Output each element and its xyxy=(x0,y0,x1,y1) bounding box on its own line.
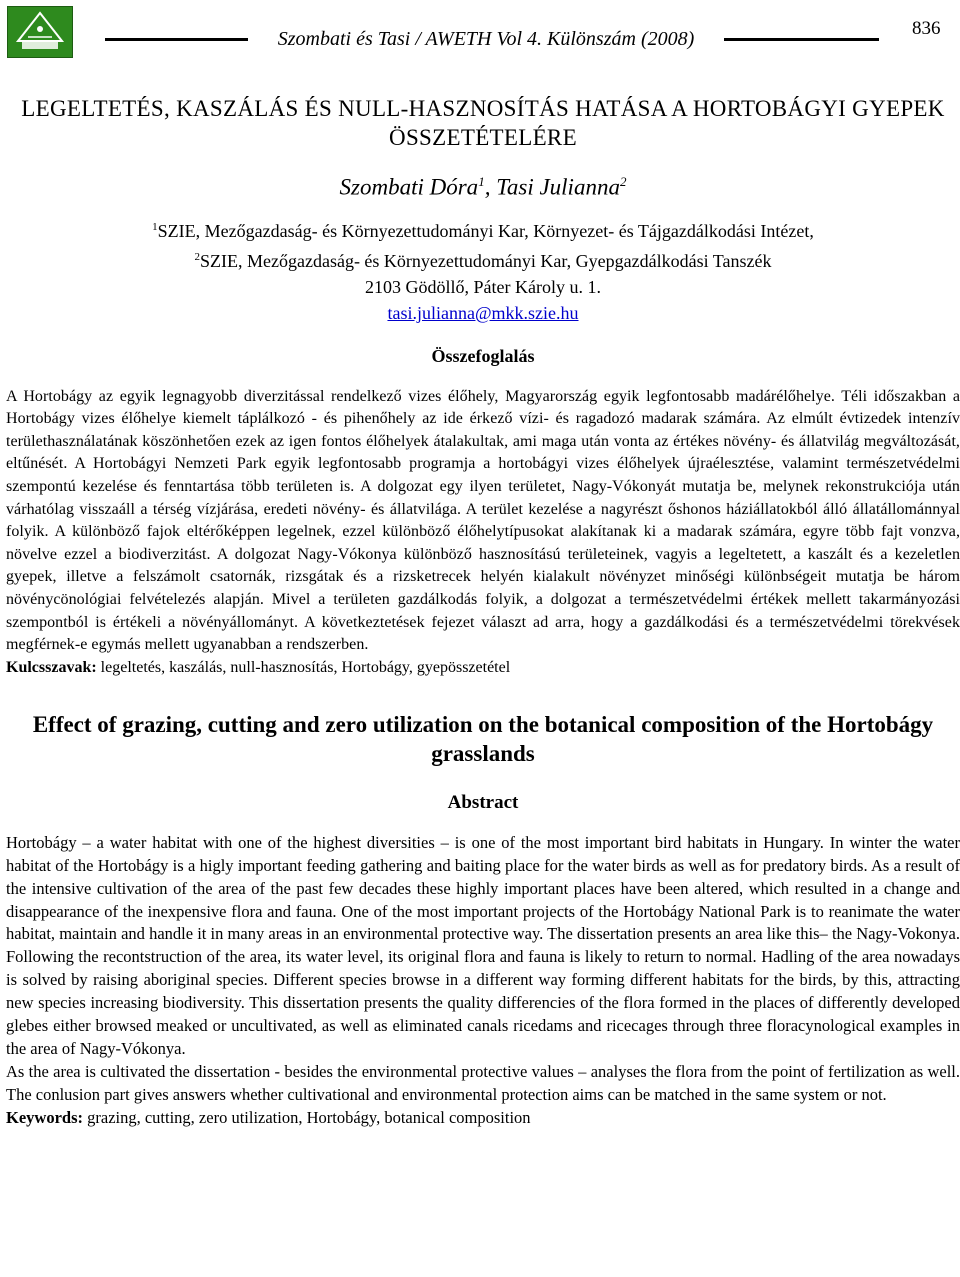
keywords-hungarian xyxy=(6,657,960,679)
author-separator: , xyxy=(484,174,497,200)
abstract-paragraph-1: Hortobágy – a water habitat with one of the highest diversities – is one of the most important bird habitats in Hungary. In winter the water habitat of the Hortobágy is a higly important feeding gathering and baiting place for the water birds as well as for predatory birds. As a result of the intensive cultivation of the area of the past few decades these highly important places have been altered, which resulted in a change and disappearance of the inexpensive flora and fauna. One of the most important projects of the Hortobágy National Park is to reanimate the water habitat, maintain and handle it in many areas in an environmental protective way. The dissertation presents an area like this– the Nagy-Vokonya. Following the recontstruction of the area, its water level, its original flora and fauna is likely to return to normal. Hadling of the area nowadays is solved by raising aboriginal species. Different species browse in a different way forming different habitats for the birds, by this, attracting new species increasing biodiversity. This dissertation presents the quality differencies of the flora formed in the places of differently developed glebes either browsed meaked or uncultivated, as well as eliminated canals ricedams and ricecages through three floracynological examples in the area of Nagy-Vókonya. xyxy=(6,832,960,1058)
page-header xyxy=(0,0,960,64)
title-hungarian: LEGELTETÉS, KASZÁLÁS ÉS NULL-HASZNOSÍTÁS HATÁSA A HORTOBÁGYI GYEPEK ÖSSZETÉTELÉRE xyxy=(21,96,945,150)
title-english: Effect of grazing, cutting and zero utilization on the botanical composition of the Hortobágy grasslands xyxy=(32,711,934,766)
affiliation-2 xyxy=(6,244,960,274)
author-list xyxy=(6,174,960,201)
affil-marker: 1 xyxy=(152,220,158,233)
article-body xyxy=(6,94,960,1130)
header-rule-left xyxy=(105,38,248,41)
affiliations xyxy=(6,214,960,326)
aweth-logo-icon xyxy=(7,6,73,58)
affil-text: SZIE, Mezőgazdaság- és Környezettudományi Kar, Környezet- és Tájgazdálkodási Intézet, xyxy=(157,220,814,241)
affil-marker: 2 xyxy=(194,250,200,263)
author-name: Szombati Dóra xyxy=(339,174,479,200)
journal-citation: Szombati és Tasi / AWETH Vol 4. Különszám (2008) xyxy=(277,28,695,50)
author-affil-marker: 1 xyxy=(478,174,485,189)
postal-address: 2103 Gödöllő, Páter Károly u. 1. xyxy=(365,276,601,297)
author-name: Tasi Julianna xyxy=(496,174,620,200)
header-rule-right xyxy=(724,38,879,41)
keywords-list: legeltetés, kaszálás, null-hasznosítás, Hortobágy, gyepösszetétel xyxy=(96,658,511,676)
abstract-paragraph-2: As the area is cultivated the dissertation - besides the environmental protective values – analyses the flora from the point of fertilization as well. The conlusion part gives answers whether cultivational and environmental protection aims can be matched in the same system or not. xyxy=(6,1061,960,1104)
summary-text: A Hortobágy az egyik legnagyobb diverzitással rendelkező vizes élőhely, Magyarország egyik legfontosabb madárélőhelye. Téli időszakban a Hortobágy vizes élőhelye kiemelt táplálkozó - és pihenőhely az ide érkező vízi- és ragadozó madarak számára. Az elmúlt évtizedek intenzív területhasználatának köszönhetően ezek az igen fontos élőhelyek átalakultak, ami maga után vonta az értékes növény- és állatvilág megváltozását, eltűnését. A Hortobágyi Nemzeti Park egyik legfontosabb programja a hortobágyi vizes élőhelyek újraélesztése, valamint természetvédelmi szempontú kezelése és fenntartása több területen is. A dolgozat egy ilyen területet, Nagy-Vókonyát mutatja be, melynek rekonstrukciója után várhatólag visszaáll a térség vízjárása, eredeti növény- és állatvilága. A terület kezelése a nagyrészt őshonos háziállatokból álló állatállománnyal folyik. A különböző fajok eltérőképpen legelnek, ezzel különböző élőhelytípusokat alakítanak ki a madarak számára, egyre több fajt vonzva, növelve ezzel a biodiverzitást. A dolgozat Nagy-Vókonya különböző hasznosítású területeinek, vagyis a legeltetett, a kaszált és a kezeletlen gyepek, illetve a felszámolt csatornák, rizsgátak és a rizsketrecek helyén kialakult növényzet minőségi különbségeit mutatja be három növénycönológiai felvételezés alapján. Mivel a területen gazdálkodás folyik, a dolgozat a természetvédelmi értékek mellett takarmányozási szempontból is értékeli a növényállományt. A következtetések fejezet választ ad arra, hogy a gazdálkodási és a természetvédelmi törekvések megférnek-e egymás mellett ugyanabban a rendszerben. xyxy=(6,387,960,654)
email-link[interactable]: tasi.julianna@mkk.szie.hu xyxy=(387,302,579,323)
affiliation-1 xyxy=(6,214,960,244)
abstract-heading: Abstract xyxy=(447,791,519,813)
page-number: 836 xyxy=(912,18,941,39)
keywords-english xyxy=(6,1107,960,1130)
summary-heading: Összefoglalás xyxy=(431,345,535,366)
affil-text: SZIE, Mezőgazdaság- és Környezettudományi Kar, Gyepgazdálkodási Tanszék xyxy=(200,250,772,271)
keywords-list: grazing, cutting, zero utilization, Hortobágy, botanical composition xyxy=(83,1107,531,1127)
author-affil-marker: 2 xyxy=(619,174,627,189)
keywords-label: Keywords: xyxy=(6,1107,83,1127)
keywords-label: Kulcsszavak: xyxy=(6,658,97,676)
